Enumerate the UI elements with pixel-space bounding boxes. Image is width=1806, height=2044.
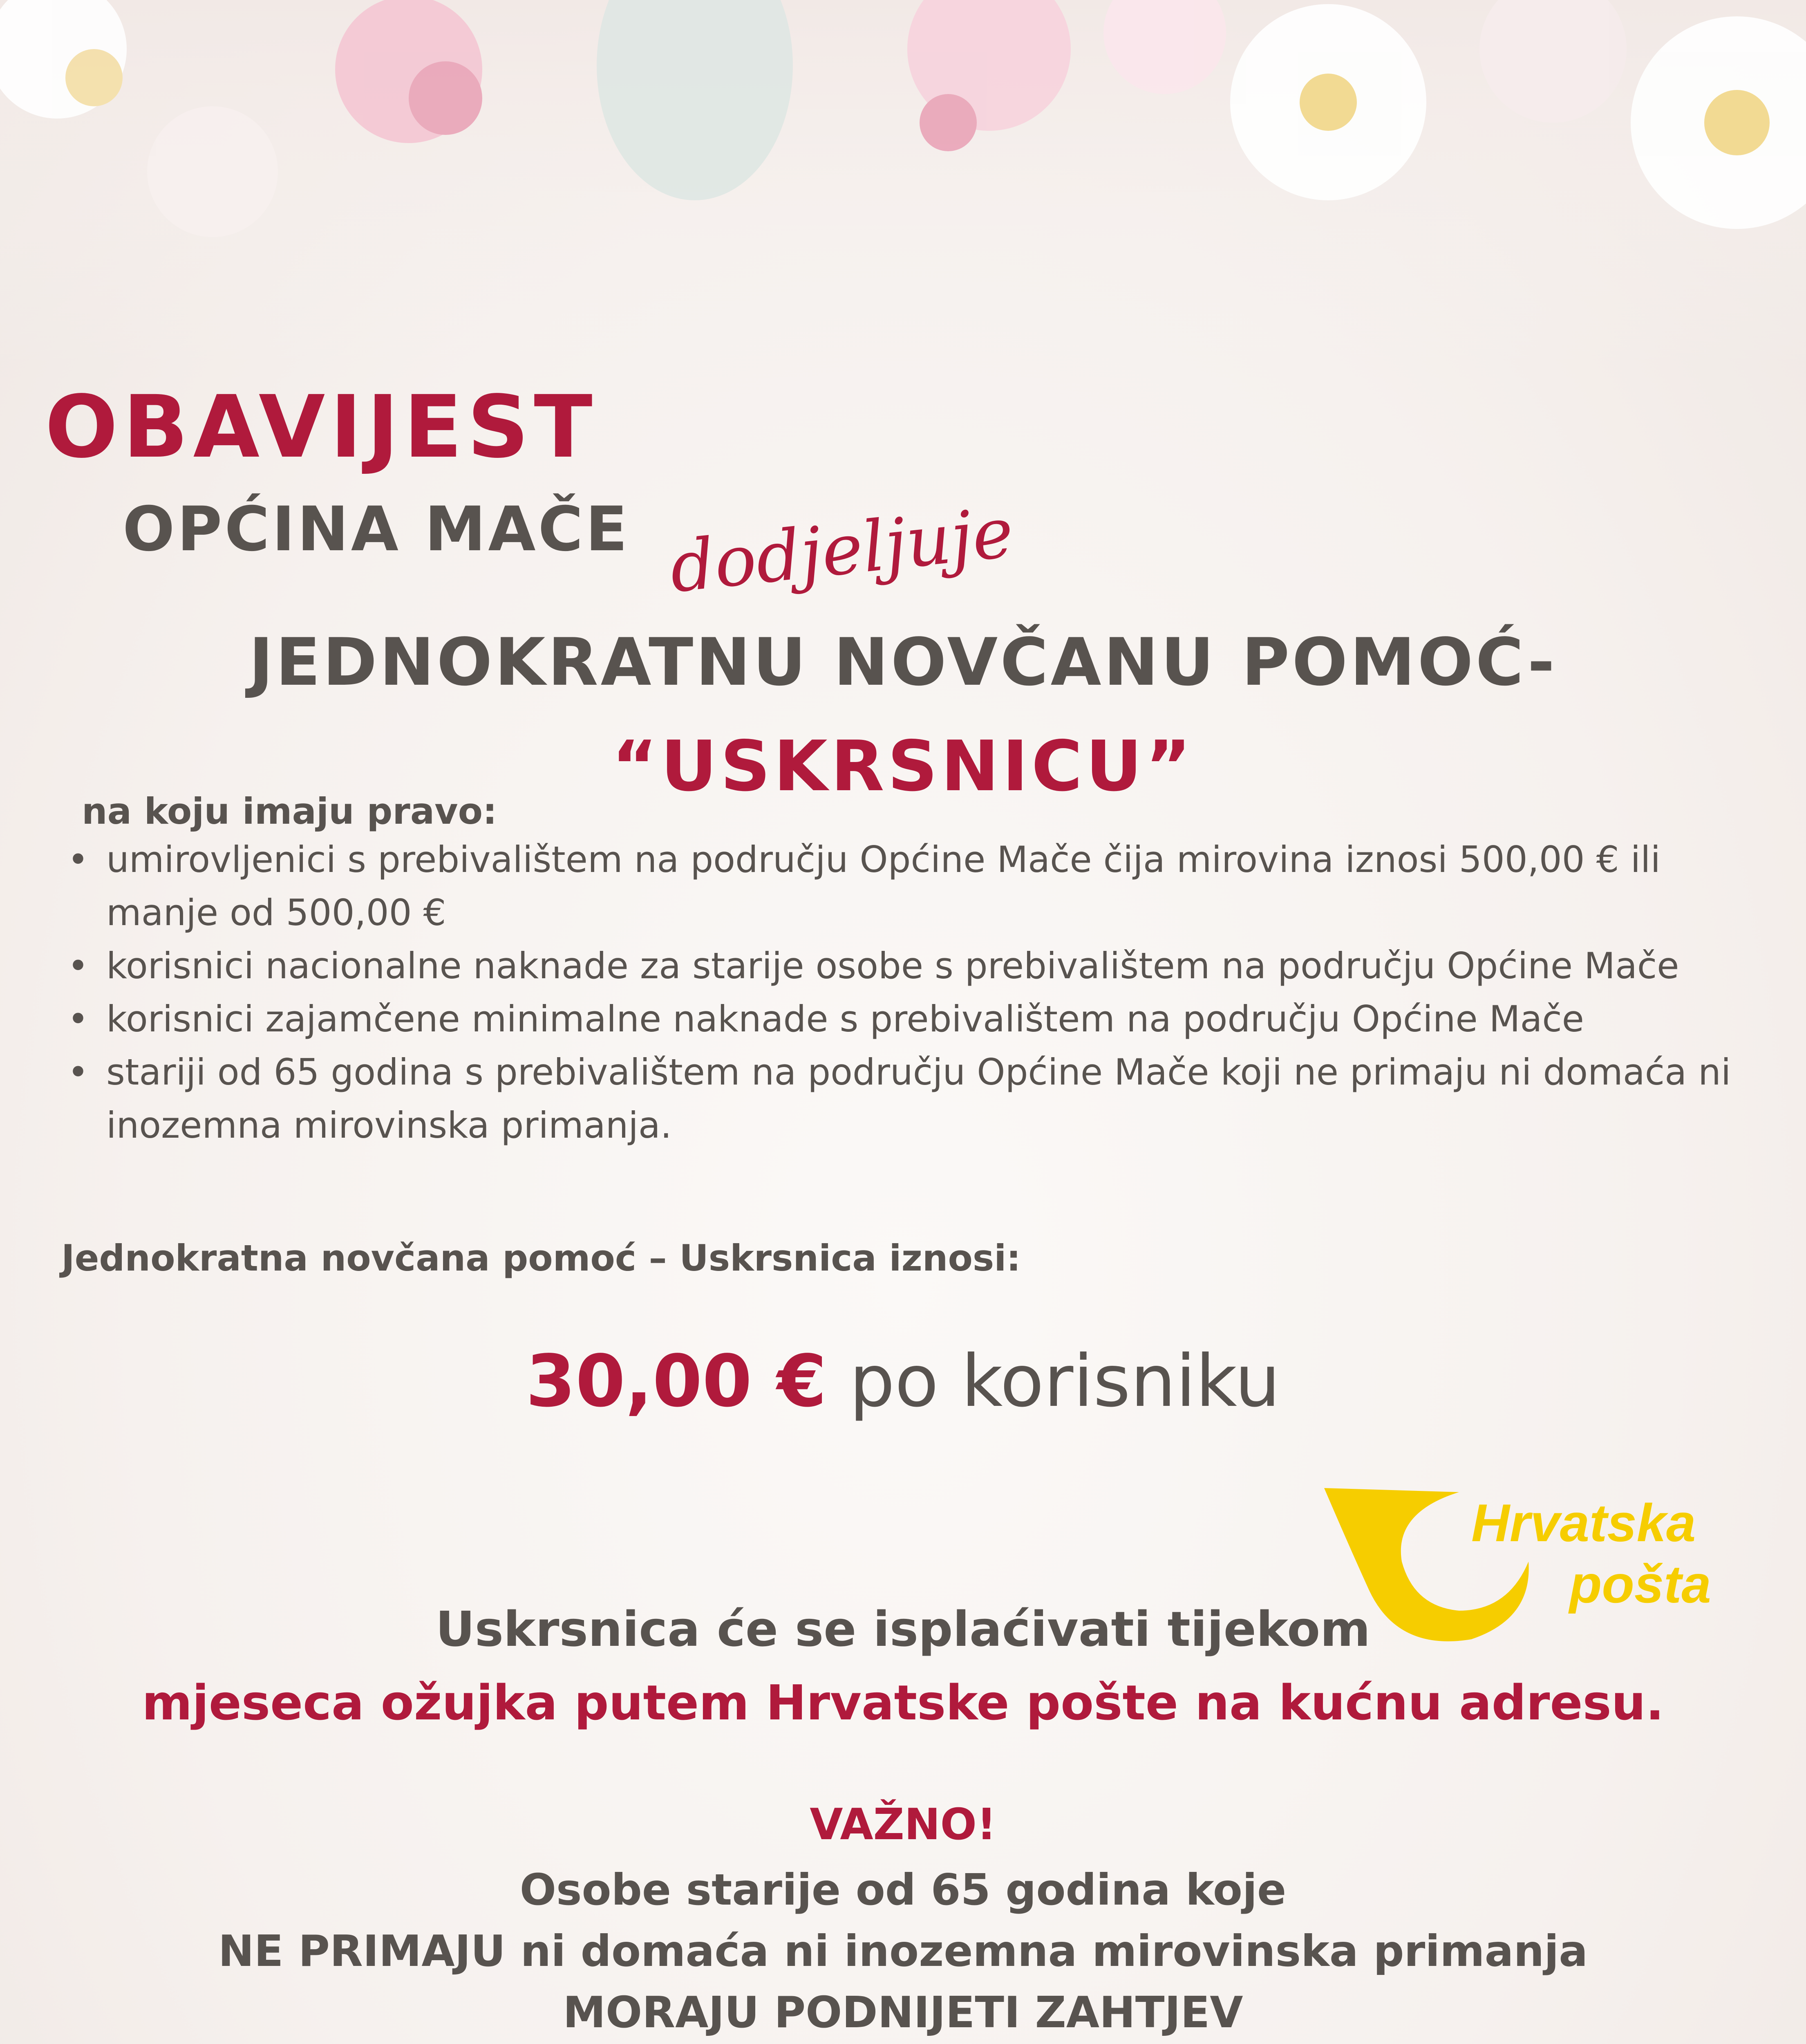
amount-suffix: po korisniku xyxy=(849,1340,1280,1423)
logo-text-line2: pošta xyxy=(1569,1554,1711,1614)
headline: JEDNOKRATNU NOVČANU POMOĆ- xyxy=(248,624,1558,700)
headline-quote: “USKRSNICU” xyxy=(611,726,1195,807)
notice-title: OBAVIJEST xyxy=(45,377,598,477)
important-line: MORAJU PODNIJETI ZAHTJEV xyxy=(563,1988,1243,2037)
list-item: • stariji od 65 godina s prebivalištem na području Općine Mače koji ne primaju ni domaća ni inozemna mirovinska primanja. xyxy=(49,1046,1757,1152)
amount-label: Jednokratna novčana pomoć – Uskrsnica iznosi: xyxy=(61,1237,1021,1279)
municipality-name: OPĆINA MAČE xyxy=(123,494,630,565)
amount-value: 30,00 € xyxy=(526,1340,827,1423)
important-line: Osobe starije od 65 godina koje xyxy=(519,1865,1287,1915)
eligibility-list xyxy=(49,833,1757,1152)
list-item: • umirovljenici s prebivalištem na području Općine Mače čija mirovina iznosi 500,00 € ili manje od 500,00 € xyxy=(49,833,1757,939)
important-line: NE PRIMAJU ni domaća ni inozemna mirovinska primanja xyxy=(218,1926,1588,1976)
logo-text-line1: Hrvatska xyxy=(1471,1493,1696,1553)
floral-border-top xyxy=(0,0,1806,368)
eligibility-label: na koju imaju pravo: xyxy=(82,790,497,832)
list-item: • korisnici nacionalne naknade za starije osobe s prebivalištem na području Općine Mače xyxy=(49,939,1757,993)
important-heading: VAŽNO! xyxy=(810,1800,996,1849)
script-verb: dodjeljuje xyxy=(666,492,1017,609)
list-item: • korisnici zajamčene minimalne naknade s prebivalištem na području Općine Mače xyxy=(49,993,1757,1046)
payout-info-line1: Uskrsnica će se isplaćivati tijekom xyxy=(435,1601,1371,1657)
payout-info-line2: mjeseca ožujka putem Hrvatske pošte na kućnu adresu. xyxy=(142,1674,1664,1731)
amount-line xyxy=(0,1339,1806,1425)
